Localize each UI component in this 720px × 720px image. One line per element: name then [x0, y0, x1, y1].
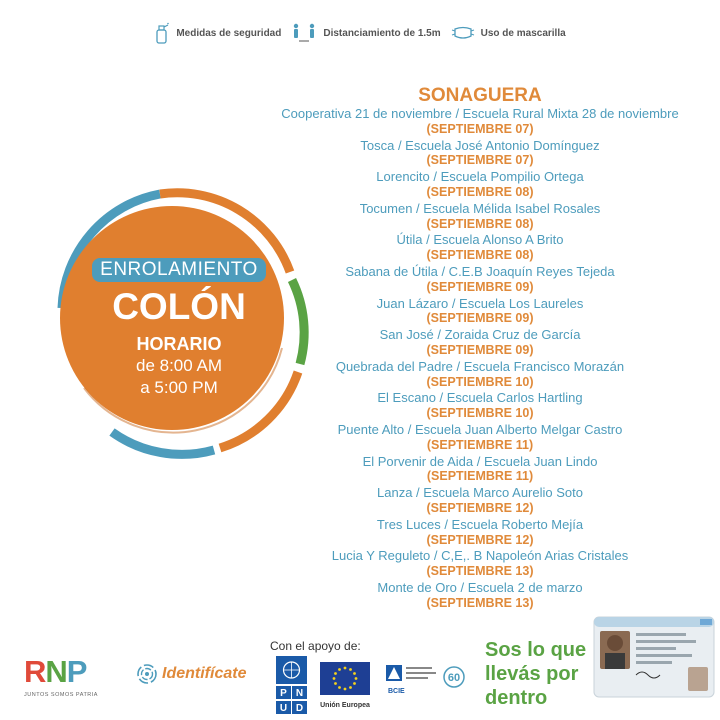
- list-item: [240, 327, 720, 359]
- location-date: (SEPTIEMBRE 08): [426, 248, 534, 263]
- location-name: Puente Alto / Escuela Juan Alberto Melgar Castro: [337, 421, 623, 437]
- slogan-line-1: Sos lo que: [485, 639, 587, 661]
- list-item: [240, 169, 720, 201]
- location-date: (SEPTIEMBRE 08): [426, 216, 534, 231]
- pnud-letter-n: N: [295, 688, 304, 699]
- list-item: [240, 359, 720, 391]
- eu-flag-icon: [320, 662, 370, 695]
- rnp-letter-r: R: [24, 654, 46, 689]
- location-date: (SEPTIEMBRE 07): [426, 153, 534, 168]
- location-name: Útila / Escuela Alonso A Brito: [396, 232, 564, 248]
- location-date: (SEPTIEMBRE 09): [426, 279, 534, 294]
- location-name: Juan Lázaro / Escuela Los Laureles: [376, 295, 584, 311]
- safety-label-medidas: Medidas de seguridad: [176, 27, 282, 39]
- list-item: [240, 296, 720, 328]
- slogan: [485, 638, 586, 710]
- distance-people-icon: [291, 23, 317, 43]
- location-date: (SEPTIEMBRE 12): [426, 532, 534, 547]
- location-name: El Escano / Escuela Carlos Hartling: [377, 390, 583, 406]
- list-item: [240, 422, 720, 454]
- apoyo-label: Con el apoyo de:: [270, 639, 361, 653]
- list-item: [240, 138, 720, 170]
- rnp-logo: [24, 654, 98, 698]
- location-date: (SEPTIEMBRE 11): [426, 437, 534, 452]
- list-item: [240, 580, 720, 612]
- location-date: (SEPTIEMBRE 12): [426, 500, 534, 515]
- location-date: (SEPTIEMBRE 08): [426, 184, 534, 199]
- rnp-letters: [24, 654, 98, 690]
- slogan-line-3: dentro: [485, 687, 548, 709]
- safety-label-distancia: Distanciamiento de 1.5m: [323, 27, 441, 39]
- list-item: [240, 454, 720, 486]
- list-item: [240, 264, 720, 296]
- pnud-letter-p: P: [280, 688, 287, 699]
- location-date: (SEPTIEMBRE 07): [426, 121, 534, 136]
- list-item: [240, 201, 720, 233]
- hours-start: de 8:00 AM: [135, 356, 222, 375]
- pnud-letter-u: U: [279, 703, 288, 714]
- hours-end: a 5:00 PM: [140, 378, 218, 397]
- enrolamiento-label: ENROLAMIENTO: [92, 258, 266, 282]
- bcie-label: BCIE: [388, 688, 405, 695]
- footer-logos: [0, 630, 720, 720]
- eu-label: Unión Europea: [320, 702, 370, 709]
- safety-label-mascarilla: Uso de mascarilla: [480, 27, 566, 39]
- location-date: (SEPTIEMBRE 10): [426, 406, 534, 421]
- location-name: San José / Zoraida Cruz de García: [379, 327, 581, 343]
- location-name: Sabana de Útila / C.E.B Joaquín Reyes Tejeda: [345, 263, 615, 279]
- list-item: [240, 106, 720, 138]
- location-date: (SEPTIEMBRE 13): [426, 595, 534, 610]
- identificate-logo: [136, 663, 246, 685]
- pnud-letter-d: D: [295, 703, 304, 714]
- rnp-tagline: JUNTOS SOMOS PATRIA: [24, 692, 98, 698]
- municipality-title: SONAGUERA: [418, 85, 542, 106]
- eu-logo: [320, 662, 370, 709]
- location-name: Cooperativa 21 de noviembre / Escuela Rural Mixta 28 de noviembre: [281, 106, 679, 121]
- department-title: COLÓN: [112, 286, 246, 327]
- location-name: Tres Luces / Escuela Roberto Mejía: [376, 516, 584, 532]
- list-item: [240, 548, 720, 580]
- location-date: (SEPTIEMBRE 11): [426, 469, 534, 484]
- schedule-list: [240, 86, 720, 612]
- fingerprint-icon: [136, 663, 158, 685]
- location-name: El Porvenir de Aida / Escuela Juan Lindo: [362, 453, 598, 469]
- location-name: Lucia Y Reguleto / C,E,. B Napoleón Arias Cristales: [331, 548, 629, 564]
- list-item: [240, 485, 720, 517]
- bcie-logo: [386, 663, 468, 702]
- location-name: Lorencito / Escuela Pompilio Ortega: [376, 169, 584, 185]
- location-date: (SEPTIEMBRE 09): [426, 311, 534, 326]
- id-card-image: [592, 615, 716, 699]
- list-item: [240, 232, 720, 264]
- safety-item-distancia: [291, 23, 440, 43]
- location-name: Quebrada del Padre / Escuela Francisco Morazán: [335, 358, 625, 374]
- face-mask-icon: [451, 25, 475, 41]
- location-date: (SEPTIEMBRE 09): [426, 342, 534, 357]
- bcie-emblem-icon: [386, 663, 468, 697]
- list-item: [240, 390, 720, 422]
- identificate-text: Identifícate: [162, 665, 247, 682]
- rnp-letter-p: P: [66, 654, 87, 689]
- spray-bottle-icon: [154, 22, 170, 44]
- horario-label: HORARIO: [136, 334, 222, 354]
- list-item: [240, 517, 720, 549]
- location-date: (SEPTIEMBRE 10): [426, 374, 534, 389]
- safety-item-mascarilla: [451, 25, 566, 41]
- bcie-anniversary: 60: [447, 672, 461, 684]
- location-name: Monte de Oro / Escuela 2 de marzo: [377, 579, 583, 595]
- location-name: Tosca / Escuela José Antonio Domínguez: [360, 137, 600, 153]
- slogan-line-2: llevás por: [485, 663, 579, 685]
- location-date: (SEPTIEMBRE 13): [426, 564, 534, 579]
- safety-measures-bar: [0, 22, 720, 44]
- rnp-letter-n: N: [45, 654, 67, 689]
- safety-item-medidas: [154, 22, 281, 44]
- pnud-logo: [276, 656, 307, 714]
- location-name: Lanza / Escuela Marco Aurelio Soto: [377, 485, 583, 501]
- location-name: Tocumen / Escuela Mélida Isabel Rosales: [359, 200, 601, 216]
